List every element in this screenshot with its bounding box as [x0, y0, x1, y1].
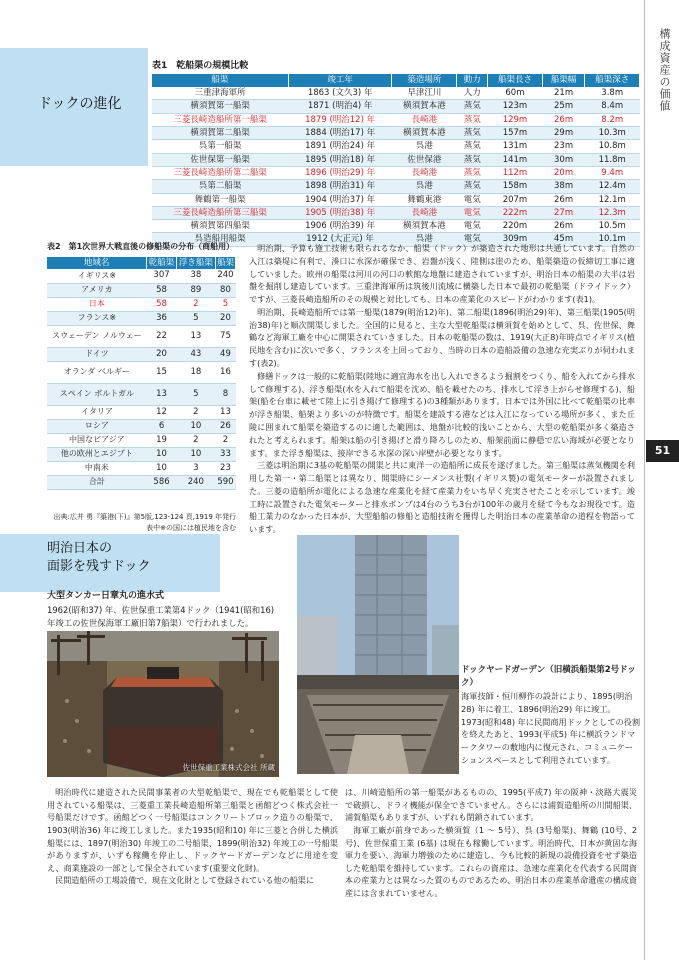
table-cell: 蒸気 — [457, 100, 488, 113]
table-header-cell: 船渠 — [152, 74, 288, 87]
table-row — [152, 87, 640, 100]
table-row — [152, 113, 640, 126]
table-cell: 10 — [147, 447, 177, 461]
table-cell: 蒸気 — [457, 140, 488, 153]
table-cell: 蒸気 — [457, 166, 488, 179]
table2-source — [47, 512, 236, 533]
table-cell: 9.4m — [585, 166, 640, 179]
section-title: ドックの進化 — [38, 96, 122, 112]
side-divider — [644, 0, 645, 960]
table-cell: 長崎港 — [392, 206, 457, 219]
table-cell: 12.4m — [585, 180, 640, 193]
table-cell: スペイン ポルトガル — [47, 383, 147, 405]
table-cell: 22 — [147, 325, 177, 347]
table-cell: 電気 — [457, 220, 488, 233]
lower-right-text — [345, 786, 637, 900]
table-cell: 蒸気 — [457, 180, 488, 193]
table-cell: 5 — [176, 311, 215, 325]
table-cell: 23m — [542, 140, 585, 153]
table-cell: 長崎港 — [392, 113, 457, 126]
dock-comparison-table — [152, 74, 640, 247]
table-cell: 1871 (明治4) 年 — [288, 100, 391, 113]
table-cell: 呉第一船渠 — [152, 140, 288, 153]
repair-dock-distribution-table — [47, 257, 236, 490]
paragraph: 明治期、予算も施工技術も限られるなか、船渠（ドック）が築造された地形は共通しています。自然の入江は築堤に有利で、湊口に水深が確保でき、岩盤が浅く、陸側は崖のため、船渠築造の仮締切工事に適していました。欧州の船渠は河川の河口の軟館な地盤に建造されていますが、明治日本の船渠の大半は岩盤を掘削し建造しています。三重津海軍所は筑後川流域に構築した日本で最初の乾船渠（ドライドック）ですが、三菱長崎造船所のその規模と対比しても、日本の産業化のスピードがわかります(表1)。 — [249, 243, 635, 305]
table-cell: 8.4m — [585, 100, 640, 113]
table-cell: 18 — [176, 361, 215, 383]
dockyard-heading: ドックヤードガーデン（旧横浜船渠第2号ドック） — [461, 665, 636, 688]
tanker-launch-photo — [47, 631, 279, 777]
table-cell: 10 — [176, 419, 215, 433]
table-cell: 15 — [147, 361, 177, 383]
table-row — [47, 361, 236, 383]
table-cell: 38 — [176, 269, 215, 283]
table-cell: 5 — [215, 297, 235, 311]
tanker-photo-illustration — [47, 631, 279, 777]
section-title-line: 面影を残すドック — [47, 559, 151, 575]
table2-caption: 表2 第1次世界大戦直後の修船渠の分布（商船用） — [47, 242, 235, 251]
table-cell: 1912 (大正元) 年 — [288, 233, 391, 246]
table-cell: フランス※ — [47, 311, 147, 325]
table-cell: 佐世保港 — [392, 153, 457, 166]
paragraph: は、川崎造船所の第一船渠があるものの、1995(平成7) 年の阪神・淡路大震災で破損し、ドライ機能が保全できていません。さらには浦賀造船所の川間船渠、浦賀船渠もありますが、いずれも閉鎖されています。 — [345, 787, 637, 823]
table-cell: 30m — [542, 153, 585, 166]
table-cell: 1906 (明治39) 年 — [288, 220, 391, 233]
table-row — [47, 433, 236, 447]
table-cell: 舞鶴第一船渠 — [152, 193, 288, 206]
table-cell: 呉港 — [392, 233, 457, 246]
table-cell: 123m — [488, 100, 543, 113]
table-cell: アメリカ — [47, 283, 147, 297]
table-cell: 49 — [215, 347, 235, 361]
table-cell: 三菱長崎造船所第二船渠 — [152, 166, 288, 179]
table-cell: 8.2m — [585, 113, 640, 126]
dockyard-caption: 海軍技師・恒川柳作の設計により、1895(明治28) 年に着工、1896(明治29) 年に竣工。1973(昭和48) 年に民間商用ドックとしての役割を終えたあと、1993(平成5) 年に横浜ランドマークタワーの敷地内に復元され、コミュニケーションスペースとして利用されています。 — [461, 691, 641, 765]
table-header-cell: 竣工年 — [288, 74, 391, 87]
table-header-cell: 浮き船渠 — [176, 257, 215, 269]
table-cell: 222m — [488, 206, 543, 219]
table-row — [152, 193, 640, 206]
table-row — [152, 140, 640, 153]
table-cell: 中国なビアジア — [47, 433, 147, 447]
table-cell: 人力 — [457, 87, 488, 100]
table-cell: 112m — [488, 166, 543, 179]
table-cell: 1879 (明治12) 年 — [288, 113, 391, 126]
table-cell: 89 — [176, 283, 215, 297]
table-cell: 58 — [147, 283, 177, 297]
table-cell: 8 — [215, 383, 235, 405]
table-cell: ドイツ — [47, 347, 147, 361]
table-header-cell: 船渠長さ — [488, 74, 543, 87]
table-row — [47, 325, 236, 347]
table-row — [47, 447, 236, 461]
table-cell: 38m — [542, 180, 585, 193]
table-cell: 電気 — [457, 233, 488, 246]
table-cell: 蒸気 — [457, 113, 488, 126]
table-cell: 26m — [542, 193, 585, 206]
table-cell: 157m — [488, 126, 543, 139]
table-row — [152, 166, 640, 179]
table-cell: 横須賀本港 — [392, 100, 457, 113]
table-cell: 586 — [147, 475, 177, 489]
table-cell: 1895 (明治18) 年 — [288, 153, 391, 166]
table-cell: 呉港 — [392, 140, 457, 153]
table-cell: 横須賀本港 — [392, 220, 457, 233]
table-cell: 1863 (文久3) 年 — [288, 87, 391, 100]
table-cell: 合計 — [47, 475, 147, 489]
table-cell: 2 — [176, 405, 215, 419]
table-cell: 2 — [215, 433, 235, 447]
table-cell: 45m — [542, 233, 585, 246]
table-row — [47, 405, 236, 419]
table-cell: 58 — [147, 297, 177, 311]
table-cell: 309m — [488, 233, 543, 246]
table-cell: 12 — [147, 405, 177, 419]
table-cell: 長崎港 — [392, 166, 457, 179]
table-cell: 中南米 — [47, 461, 147, 475]
table-cell: 1884 (明治17) 年 — [288, 126, 391, 139]
table-cell: 13 — [215, 405, 235, 419]
table-header-cell: 乾船渠 — [147, 257, 177, 269]
table-cell: 590 — [215, 475, 235, 489]
paragraph: 明治期、長崎造船所では第一船渠(1879(明治12)年)、第二船渠(1896(明治29)年)、第三船渠(1905(明治38)年)と順次開渠しました。全国的に見ると、主な大型乾船渠は横須賀を始めとして、呉、佐世保、舞鶴など海軍工廠を中心に開渠されていきました。日本の乾船渠の数は、1919(大正8)年時点でイギリス(植民地を含む)に次いで多く、フランスを上回っており、当時の日本の造船設備の急速な充実ぶりが伺われます(表2)。 — [249, 306, 635, 369]
table-header-cell: 動力 — [457, 74, 488, 87]
table-cell: 33 — [215, 447, 235, 461]
table-cell: 蒸気 — [457, 126, 488, 139]
table-row — [152, 206, 640, 219]
table-cell: オランダ ベルギー — [47, 361, 147, 383]
tanker-heading: 大型タンカー日章丸の進水式 — [47, 591, 165, 601]
table-cell: 横須賀第一船渠 — [152, 100, 288, 113]
table-cell: 10.1m — [585, 233, 640, 246]
table-cell: 129m — [488, 113, 543, 126]
table-cell: 10 — [147, 461, 177, 475]
table-cell: 240 — [176, 475, 215, 489]
section-title-line: 明治日本の — [47, 541, 113, 556]
table-cell: 307 — [147, 269, 177, 283]
table-row — [47, 383, 236, 405]
table-row — [152, 220, 640, 233]
section-header-meiji-docks — [0, 534, 220, 592]
table-cell: 13 — [147, 383, 177, 405]
table1-caption: 表1 乾船渠の規模比較 — [152, 61, 249, 71]
main-body-text — [249, 242, 635, 536]
table-cell: 呉港 — [392, 180, 457, 193]
paragraph: 三菱は明治期に3基の乾船渠の開渠と共に東洋一の造船所に成長を遂げました。第三船渠は蒸気機関を利用した第一・第二船渠とは異なり、開渠時にシーメンス社製(イギリス製)の電気モーターが設置されました。三菱の造船所が電化による急速な産業化を経て産業力をいち早く充実させたことを示しています。竣工時に設置された電気モーターと排水ポンプは4台のうち3台が100年の歳月を経て今もなお現役です。造船工業力のなかった日本が、大型船舶の修船と造船技術を獲得した明治日本の産業革命の道程を物語っています。 — [249, 460, 635, 535]
table-cell: 横須賀本港 — [392, 126, 457, 139]
table-cell: 1898 (明治31) 年 — [288, 180, 391, 193]
table-cell: 158m — [488, 180, 543, 193]
table-row — [152, 180, 640, 193]
table-cell: 三菱長崎造船所第三船渠 — [152, 206, 288, 219]
table-row — [152, 100, 640, 113]
table-row — [152, 126, 640, 139]
table-row — [47, 283, 236, 297]
table-cell: 横須賀第四船渠 — [152, 220, 288, 233]
table-cell: 2 — [176, 433, 215, 447]
table-header-cell: 船架 — [216, 258, 234, 268]
table-cell: 電気 — [457, 193, 488, 206]
table-cell: 10.5m — [585, 220, 640, 233]
table-header-cell: 船渠幅 — [542, 74, 585, 87]
table-cell: 1891 (明治24) 年 — [288, 140, 391, 153]
table-cell: スウェーデン ノルウェー — [47, 325, 147, 347]
table-cell: イタリア — [47, 405, 147, 419]
table-cell: 43 — [176, 347, 215, 361]
tanker-caption: 1962(昭和37) 年、佐世保重工業第4ドック（1941(昭和16) 年竣工の佐世保海軍工廠旧第7船渠）で行われました。 — [47, 605, 275, 629]
table-cell: 日本 — [47, 297, 147, 311]
table-cell: 3 — [176, 461, 215, 475]
table-cell: 26 — [215, 419, 235, 433]
table-cell: 3.8m — [585, 87, 640, 100]
table-header-cell: 地域名 — [47, 257, 147, 269]
dockyard-garden-photo — [297, 535, 459, 774]
dockyard-photo-illustration — [297, 535, 459, 774]
table-cell: イギリス※ — [47, 269, 147, 283]
table-cell: 6 — [147, 419, 177, 433]
table-header-row — [152, 74, 640, 87]
table-cell: 10 — [176, 447, 215, 461]
table-cell: 蒸気 — [457, 153, 488, 166]
table-row — [47, 297, 236, 311]
table-cell: 呉造船用船渠 — [152, 233, 288, 246]
paragraph: 明治時代に建造された民間事業者の大型乾船渠で、現在でも乾船渠として使用されている船渠は、三菱重工業長崎造船所第三船渠と函館どつく株式会社一号船渠だけです。函館どつく一号船渠はコンクリートブロック造りの船渠で、1903(明治36) 年に竣工しました。また1935(昭和10) 年に三菱と合併した横浜船渠には、1897(明治30) 年竣工の二号船渠、1899(明治32) 年竣工の一号船渠がありますが、いずも稼働を停止し、ドックヤードガーデンなどに用途を変え、商業施設の一部として保全されています(重要文化財)。 — [47, 787, 338, 873]
section-title — [47, 540, 150, 576]
table-row — [152, 153, 640, 166]
paragraph: 民間造船所の工場設備で、現在文化財として登録されている他の船渠に — [55, 875, 314, 886]
table-cell: 26m — [542, 113, 585, 126]
table-cell: 三菱長崎造船所第一船渠 — [152, 113, 288, 126]
table-cell: 1905 (明治38) 年 — [288, 206, 391, 219]
table-cell: 三重津海軍所 — [152, 87, 288, 100]
table-cell: 220m — [488, 220, 543, 233]
table-cell: 呉第二船渠 — [152, 180, 288, 193]
page-number: 51 — [646, 440, 679, 462]
table-cell: 75 — [215, 325, 235, 347]
table-cell: 12.3m — [585, 206, 640, 219]
side-title: 構成資産の価値 — [658, 28, 671, 112]
table-cell: 16 — [215, 361, 235, 383]
table-cell: 佐世保第一船渠 — [152, 153, 288, 166]
table-cell: 26m — [542, 220, 585, 233]
table-cell: 80 — [215, 283, 235, 297]
table-cell: 23 — [215, 461, 235, 475]
table-cell: 10.3m — [585, 126, 640, 139]
table-row — [47, 311, 236, 325]
table-header-cell: 船渠深さ — [585, 74, 640, 87]
table-cell: 1896 (明治29) 年 — [288, 166, 391, 179]
table-row — [47, 347, 236, 361]
table-cell: 11.8m — [585, 153, 640, 166]
table-cell: 1904 (明治37) 年 — [288, 193, 391, 206]
table-cell: 2 — [176, 297, 215, 311]
table-cell: 29m — [542, 126, 585, 139]
table-cell: 141m — [488, 153, 543, 166]
table-cell: 12.1m — [585, 193, 640, 206]
table-cell: 240 — [215, 269, 235, 283]
table-cell: 5 — [176, 383, 215, 405]
table-cell: ロシア — [47, 419, 147, 433]
table-row — [47, 475, 236, 489]
table-cell: 21m — [542, 87, 585, 100]
table-cell: 他の欧州とエジプト — [47, 447, 147, 461]
table-cell: 電気 — [457, 206, 488, 219]
table-row — [47, 461, 236, 475]
table-cell: 36 — [147, 311, 177, 325]
table-cell: 20m — [542, 166, 585, 179]
paragraph: 修繕ドックは一般的に乾船渠(陸地に適宜海水を出し入れできるよう掘割をつくり、船を入れてから排水して修理する)、浮き船渠(水を入れて船渠を沈め、船を載せたのち、排水して浮き上がらせ修理する)、船架(船を台車に載せて陸上に引き揚げて修理する)の3種類があります。日本では外国に比べて乾船渠の比率が浮き船渠、船架より多いのが特徴です。船渠を建設する港などは入江になっている場所が多く、また丘陵に囲まれて船渠を築造するのに適した範囲は、地盤が比較的浅いことから、大型の乾船渠が多く築造されたと考えられます。船架は船の引き揚げと滑り降ろしのため、船架前面に静穏で広い海域が必要となります。また浮き船渠は、接岸できる水深の深い岸壁が必要となります。 — [249, 370, 635, 458]
table-cell: 10.8m — [585, 140, 640, 153]
table-cell: 20 — [215, 311, 235, 325]
table-row — [47, 419, 236, 433]
table-cell: 13 — [176, 325, 215, 347]
table-header-row — [47, 257, 236, 269]
source-note: 表中※の国には植民地を含む — [146, 523, 236, 532]
table-cell: 207m — [488, 193, 543, 206]
table-row — [47, 269, 236, 283]
table-cell: 60m — [488, 87, 543, 100]
table-cell: 横須賀第二船渠 — [152, 126, 288, 139]
table-header-cell: 築造場所 — [392, 74, 457, 87]
table-cell: 早津江川 — [392, 87, 457, 100]
section-header-dock-evolution — [0, 48, 148, 166]
table-cell: 131m — [488, 140, 543, 153]
table-cell: 25m — [542, 100, 585, 113]
table-cell: 20 — [147, 347, 177, 361]
source-line: 出典:広井 勇『築港(下)』第5版,123-124 頁,1919 年発行 — [53, 513, 236, 521]
paragraph: 海軍工廠が前身であった横須賀（1 ～ 5号）、呉 (3号船渠)、舞鶴 (10号、2号)、佐世保重工業 (6基) は現在も稼働しています。明治時代、日本が黄固な海軍力を要い、海軍力増強のために建造し、今も比較的新規の設備投資をせず築造した乾船渠を維持しています。これらの資産は、急速な産業化を代表する民間資本の産業力とは異なった質のものであるため、明治日本の産業革命遺産の構成資産には含まれていません。 — [345, 824, 637, 898]
table-cell: 27m — [542, 206, 585, 219]
table-cell: 19 — [147, 433, 177, 447]
lower-left-text — [47, 786, 338, 887]
table-cell: 舞鶴東港 — [392, 193, 457, 206]
photo-credit: 佐世保重工業株式会社 所蔵 — [182, 763, 275, 773]
